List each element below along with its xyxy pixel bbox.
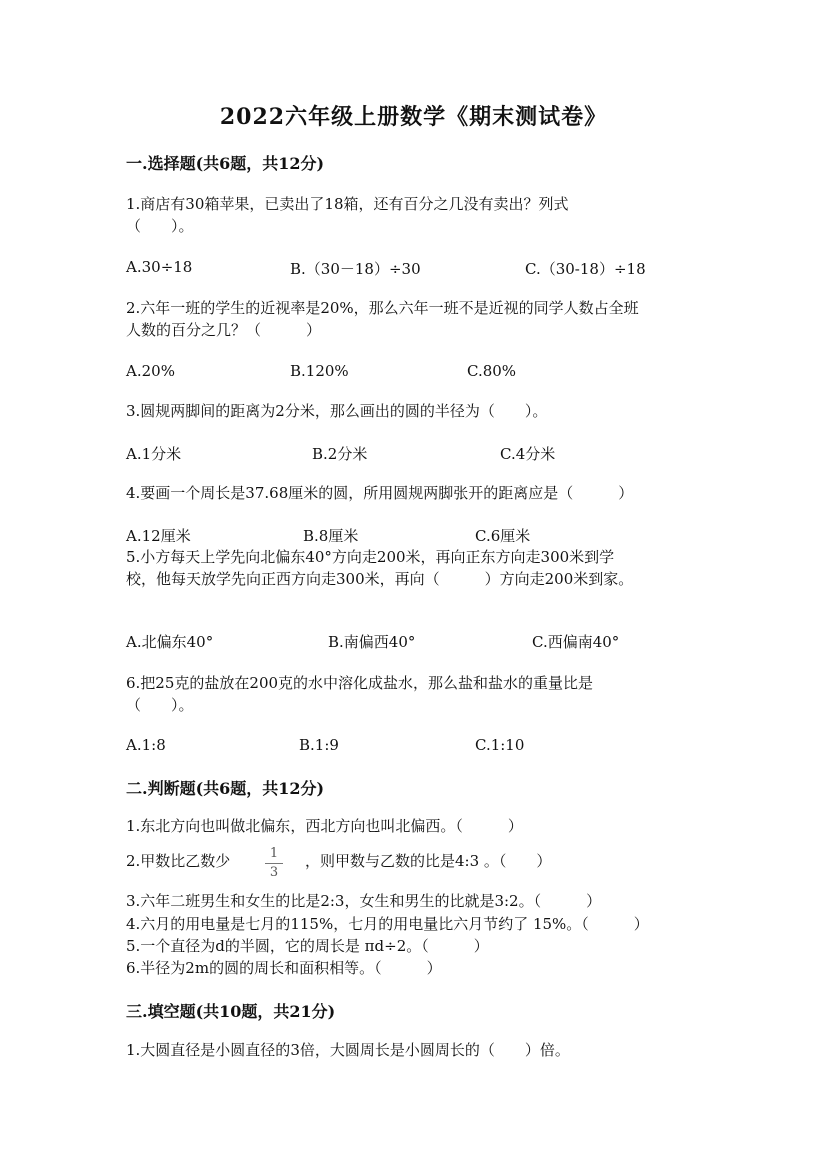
option-b: B.120% xyxy=(290,362,349,380)
option-a: A.1分米 xyxy=(126,445,182,463)
fraction-numerator: 1 xyxy=(269,846,279,861)
question-text: 6.半径为2m的圆的周长和面积相等。（ ） xyxy=(126,959,442,977)
option-c: C.80% xyxy=(467,362,517,380)
option-b: B.南偏西40° xyxy=(328,633,416,651)
question-text: 5.一个直径为d的半圆，它的周长是 πd÷2。（ ） xyxy=(126,937,489,955)
option-a: A.30÷18 xyxy=(126,258,193,276)
option-c: C.4分米 xyxy=(500,445,556,463)
option-a: A.20% xyxy=(126,362,175,380)
option-a: A.北偏东40° xyxy=(126,633,214,651)
section-heading-judgement: 二.判断题(共6题，共12分) xyxy=(126,779,325,798)
question-text: 1.大圆直径是小圆直径的3倍，大圆周长是小圆周长的（ ）倍。 xyxy=(126,1041,570,1059)
question-text: ，则甲数与乙数的比是4:3 。（ ） xyxy=(305,852,552,870)
fraction-bar xyxy=(265,863,283,864)
question-text: 2.六年一班的学生的近视率是20%，那么六年一班不是近视的同学人数占全班 xyxy=(126,299,639,317)
option-a: A.12厘米 xyxy=(126,527,191,545)
question-text: 1.商店有30箱苹果，已卖出了18箱，还有百分之几没有卖出？列式 xyxy=(126,195,569,213)
section-heading-choice: 一.选择题(共6题，共12分) xyxy=(126,154,325,173)
question-text: 人数的百分之几？（ ） xyxy=(126,321,322,339)
question-text: 3.圆规两脚间的距离为2分米，那么画出的圆的半径为（ ）。 xyxy=(126,402,548,420)
option-b: B.2分米 xyxy=(312,445,368,463)
question-text: 4.要画一个周长是37.68厘米的圆，所用圆规两脚张开的距离应是（ ） xyxy=(126,484,634,502)
question-text: （ ）。 xyxy=(126,217,194,235)
option-c: C.西偏南40° xyxy=(532,633,620,651)
question-text: 3.六年二班男生和女生的比是2:3，女生和男生的比就是3:2。（ ） xyxy=(126,892,602,910)
option-a: A.1:8 xyxy=(126,736,166,754)
section-heading-fill-blank: 三.填空题(共10题，共21分) xyxy=(126,1002,336,1021)
question-text: 4.六月的用电量是七月的115%，七月的用电量比六月节约了 15%。（ ） xyxy=(126,915,649,933)
question-text: 1.东北方向也叫做北偏东，西北方向也叫北偏西。（ ） xyxy=(126,817,523,835)
question-text: 5.小方每天上学先向北偏东40°方向走200米，再向正东方向走300米到学 xyxy=(126,548,615,566)
option-b: B.8厘米 xyxy=(303,527,359,545)
option-c: C.（30-18）÷18 xyxy=(525,260,646,278)
question-text: 校，他每天放学先向正西方向走300米，再向（ ）方向走200米到家。 xyxy=(126,570,634,588)
option-c: C.6厘米 xyxy=(475,527,531,545)
fraction xyxy=(265,846,283,881)
option-b: B.1:9 xyxy=(299,736,339,754)
page-title: 2022六年级上册数学《期末测试卷》 xyxy=(219,104,608,130)
option-b: B.（30－18）÷30 xyxy=(290,260,421,278)
question-text: 2.甲数比乙数少 xyxy=(126,852,231,870)
question-text: （ ）。 xyxy=(126,696,194,714)
fraction-denominator: 3 xyxy=(269,865,279,880)
question-text: 6.把25克的盐放在200克的水中溶化成盐水，那么盐和盐水的重量比是 xyxy=(126,674,594,692)
option-c: C.1:10 xyxy=(475,736,525,754)
